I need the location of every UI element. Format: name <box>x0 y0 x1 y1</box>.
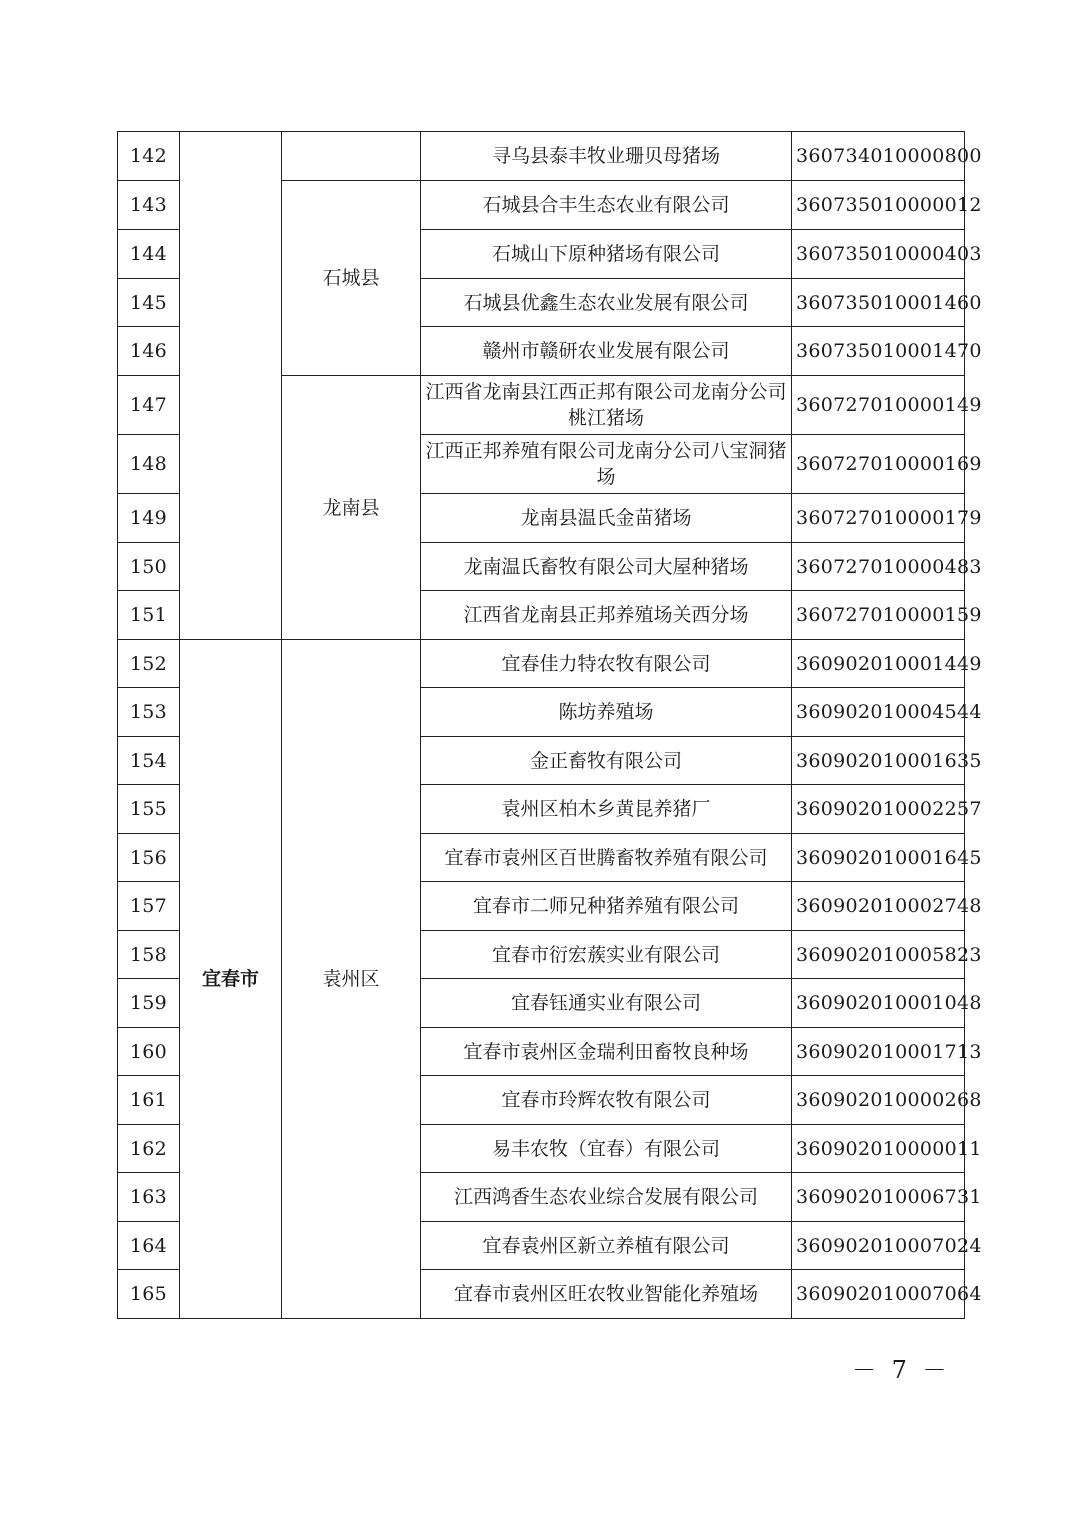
farm-name: 陈坊养殖场 <box>421 688 792 737</box>
farm-name: 江西正邦养殖有限公司龙南分公司八宝洞猪场 <box>421 435 792 494</box>
farm-name: 宜春市袁州区百世腾畜牧养殖有限公司 <box>421 834 792 882</box>
farm-code: 360727010000169 <box>792 435 965 494</box>
row-number: 165 <box>118 1270 180 1319</box>
farm-name: 易丰农牧（宜春）有限公司 <box>421 1125 792 1173</box>
farm-name: 宜春钰通实业有限公司 <box>421 979 792 1028</box>
farm-name: 宜春袁州区新立养植有限公司 <box>421 1222 792 1270</box>
row-number: 156 <box>118 834 180 882</box>
table-row <box>118 640 965 688</box>
farm-code: 360902010001635 <box>792 737 965 785</box>
farm-code: 360902010007024 <box>792 1222 965 1270</box>
farm-name: 宜春市衍宏蔟实业有限公司 <box>421 931 792 979</box>
row-number: 147 <box>118 376 180 435</box>
row-number: 161 <box>118 1076 180 1125</box>
farm-name: 宜春市二师兄种猪养殖有限公司 <box>421 882 792 931</box>
farm-name: 袁州区柏木乡黄昆养猪厂 <box>421 785 792 834</box>
county-yuanzhou: 袁州区 <box>282 640 421 1319</box>
page-number: － 7 － <box>852 1356 951 1384</box>
farm-code: 360735010001470 <box>792 327 965 376</box>
row-number: 146 <box>118 327 180 376</box>
farm-code: 360727010000159 <box>792 591 965 640</box>
row-number: 144 <box>118 230 180 279</box>
city-yichun: 宜春市 <box>180 640 282 1319</box>
farm-code: 360902010002257 <box>792 785 965 834</box>
farm-name: 龙南温氏畜牧有限公司大屋种猪场 <box>421 543 792 591</box>
farm-code: 360902010000268 <box>792 1076 965 1125</box>
farm-code: 360902010006731 <box>792 1173 965 1222</box>
row-number: 150 <box>118 543 180 591</box>
farm-name: 宜春市玲辉农牧有限公司 <box>421 1076 792 1125</box>
row-number: 155 <box>118 785 180 834</box>
row-number: 148 <box>118 435 180 494</box>
farm-code: 360735010000012 <box>792 181 965 230</box>
row-number: 143 <box>118 181 180 230</box>
farm-code: 360902010002748 <box>792 882 965 931</box>
row-number: 145 <box>118 279 180 327</box>
county-cell-empty <box>282 132 421 181</box>
row-number: 163 <box>118 1173 180 1222</box>
farm-code: 360735010000403 <box>792 230 965 279</box>
farm-code: 360902010001713 <box>792 1028 965 1076</box>
farm-code: 360727010000149 <box>792 376 965 435</box>
farm-code: 360902010005823 <box>792 931 965 979</box>
farm-name: 江西省龙南县正邦养殖场关西分场 <box>421 591 792 640</box>
row-number: 157 <box>118 882 180 931</box>
farm-name: 石城山下原种猪场有限公司 <box>421 230 792 279</box>
row-number: 159 <box>118 979 180 1028</box>
county-longnan: 龙南县 <box>282 376 421 640</box>
farm-name: 江西省龙南县江西正邦有限公司龙南分公司桃江猪场 <box>421 376 792 435</box>
farm-name: 宜春市袁州区旺农牧业智能化养殖场 <box>421 1270 792 1319</box>
row-number: 151 <box>118 591 180 640</box>
farm-code: 360902010004544 <box>792 688 965 737</box>
farm-name: 宜春佳力特农牧有限公司 <box>421 640 792 688</box>
row-number: 154 <box>118 737 180 785</box>
farm-code: 360727010000179 <box>792 494 965 543</box>
city-cell-empty <box>180 132 282 640</box>
row-number: 164 <box>118 1222 180 1270</box>
row-number: 158 <box>118 931 180 979</box>
row-number: 142 <box>118 132 180 181</box>
farm-code: 360902010001048 <box>792 979 965 1028</box>
table-row <box>118 132 965 181</box>
farm-code: 360735010001460 <box>792 279 965 327</box>
farm-code: 360902010001645 <box>792 834 965 882</box>
farm-table <box>117 131 982 1319</box>
farm-code: 360902010000011 <box>792 1125 965 1173</box>
farm-code: 360902010001449 <box>792 640 965 688</box>
farm-name: 江西鸿香生态农业综合发展有限公司 <box>421 1173 792 1222</box>
farm-name: 宜春市袁州区金瑞利田畜牧良种场 <box>421 1028 792 1076</box>
row-number: 162 <box>118 1125 180 1173</box>
farm-name: 赣州市赣研农业发展有限公司 <box>421 327 792 376</box>
row-number: 152 <box>118 640 180 688</box>
farm-code: 360727010000483 <box>792 543 965 591</box>
county-shicheng: 石城县 <box>282 181 421 376</box>
row-number: 160 <box>118 1028 180 1076</box>
farm-name: 龙南县温氏金苗猪场 <box>421 494 792 543</box>
row-number: 153 <box>118 688 180 737</box>
row-number: 149 <box>118 494 180 543</box>
farm-name: 金正畜牧有限公司 <box>421 737 792 785</box>
farm-code: 360734010000800 <box>792 132 965 181</box>
farm-name: 石城县合丰生态农业有限公司 <box>421 181 792 230</box>
farm-name: 石城县优鑫生态农业发展有限公司 <box>421 279 792 327</box>
farm-code: 360902010007064 <box>792 1270 965 1319</box>
farm-name: 寻乌县泰丰牧业珊贝母猪场 <box>421 132 792 181</box>
